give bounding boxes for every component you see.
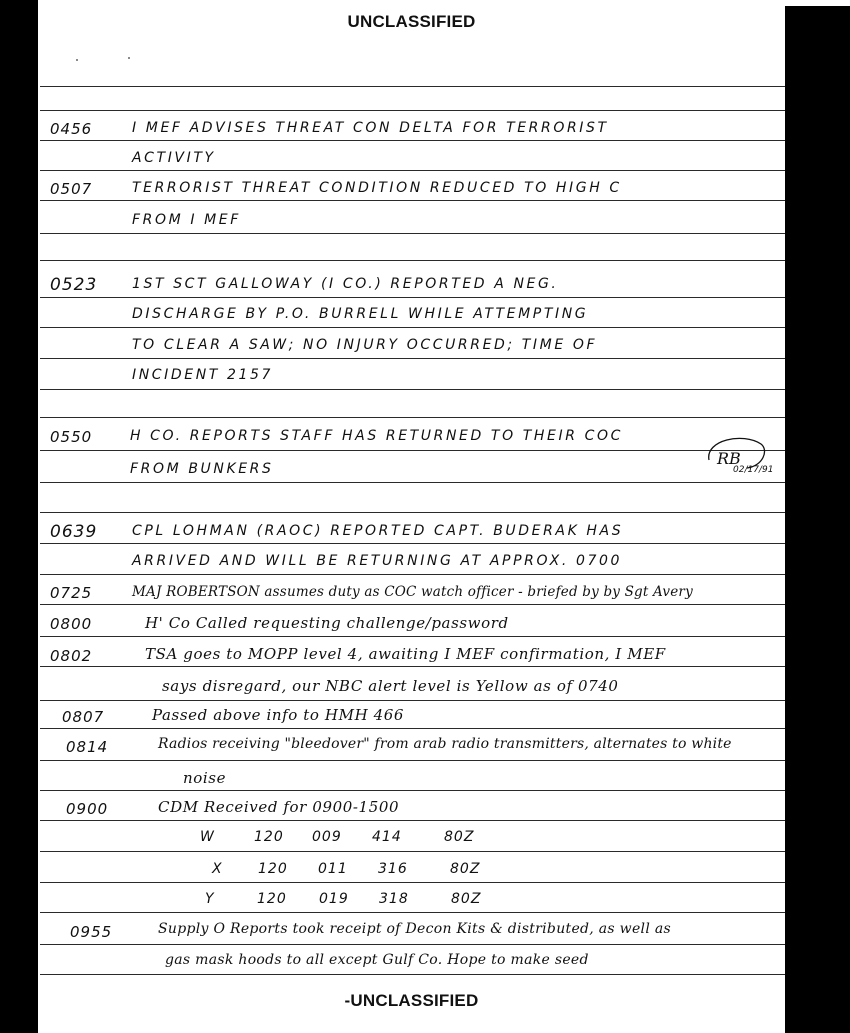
log-entry-line: FROM I MEF [132,212,241,228]
log-entry-line: Supply O Reports took receipt of Decon Kits & distributed, as well as [158,921,671,937]
cdm-label: X [212,861,223,877]
log-entry-line: CDM Received for 0900-1500 [158,798,400,816]
cdm-value: 011 [318,861,348,877]
classification-bottom: -UNCLASSIFIED [344,991,479,1010]
log-entry-line: Radios receiving "bleedover" from arab radio transmitters, alternates to white [158,736,732,752]
ruled-line [40,974,785,975]
log-time: 0550 [50,428,93,446]
log-time: 0725 [50,584,93,602]
log-time: 0800 [50,615,93,633]
ruled-line [40,417,785,418]
log-entry-line: TO CLEAR A SAW; NO INJURY OCCURRED; TIME OF [132,337,598,353]
cdm-value: 019 [319,891,349,907]
log-entry-line: ARRIVED AND WILL BE RETURNING AT APPROX. 0700 [132,553,623,569]
log-entry-line: TSA goes to MOPP level 4, awaiting I MEF confirmation, I MEF [145,645,666,663]
initials-name: RB [717,449,741,468]
log-time: 0807 [62,708,105,726]
ruled-line [40,728,785,729]
scan-speck [128,57,130,59]
ruled-line [40,233,785,234]
log-entry-line: Passed above info to HMH 466 [152,706,405,724]
ruled-line [40,297,785,298]
log-entry-line: 1ST SCT GALLOWAY (I CO.) REPORTED A NEG. [132,276,559,292]
cdm-value: 80Z [444,829,475,845]
log-time: 0802 [50,647,93,665]
ruled-line [40,86,785,87]
log-entry-line: gas mask hoods to all except Gulf Co. Hope to make seed [165,952,589,968]
ruled-line [40,260,785,261]
log-entry-line: TERRORIST THREAT CONDITION REDUCED TO HIGH C [132,180,622,196]
log-time: 0507 [50,180,93,198]
cdm-value: 316 [378,861,408,877]
log-entry-line: MAJ ROBERTSON assumes duty as COC watch officer - briefed by by Sgt Avery [132,584,693,600]
log-entry-line: H' Co Called requesting challenge/password [145,614,509,632]
log-entry-line: noise [183,769,227,787]
ruled-line [40,200,785,201]
log-time: 0814 [66,738,109,756]
ruled-line [40,110,785,111]
log-time: 0955 [70,923,113,941]
log-time: 0900 [66,800,109,818]
cdm-value: 318 [379,891,409,907]
log-entry-line: FROM BUNKERS [130,461,274,477]
log-entry-line: ACTIVITY [132,150,216,166]
ruled-line [40,170,785,171]
ruled-line [40,760,785,761]
cdm-row [200,829,474,845]
ruled-line [40,912,785,913]
initials-date: 02/17/91 [733,465,774,475]
cdm-value: 80Z [451,891,482,907]
scan-speck [76,59,78,61]
ruled-line [40,482,785,483]
cdm-value: 80Z [450,861,481,877]
ruled-line [40,140,785,141]
initials-stamp [703,430,785,480]
classification-top: UNCLASSIFIED [347,12,476,31]
ruled-line [40,389,785,390]
cdm-label: Y [205,891,215,907]
ruled-line [40,358,785,359]
ruled-line [40,882,785,883]
cdm-row [212,861,480,877]
ruled-line [40,666,785,667]
log-entry-line: I MEF ADVISES THREAT CON DELTA FOR TERRORIST [132,120,609,136]
log-time: 0456 [50,120,93,138]
log-time: 0523 [50,275,98,295]
scan-edge-right [785,6,850,1033]
cdm-value: 120 [254,829,284,845]
cdm-value: 120 [257,891,287,907]
ruled-line [40,327,785,328]
cdm-row [205,891,481,907]
ruled-line [40,512,785,513]
cdm-value: 414 [372,829,402,845]
cdm-value: 120 [258,861,288,877]
ruled-line [40,574,785,575]
cdm-value: 009 [312,829,342,845]
log-entry-line: H CO. REPORTS STAFF HAS RETURNED TO THEIR COC [130,428,623,444]
log-entry-line: CPL LOHMAN (RAOC) REPORTED CAPT. BUDERAK HAS [132,523,624,539]
cdm-label: W [200,829,215,845]
log-entry-line: INCIDENT 2157 [132,367,274,383]
log-entry-line: says disregard, our NBC alert level is Yellow as of 0740 [162,677,619,695]
ruled-line [40,450,785,451]
scan-edge-left [0,0,38,1033]
ruled-line [40,790,785,791]
ruled-line [40,851,785,852]
log-entry-line: DISCHARGE BY P.O. BURRELL WHILE ATTEMPTING [132,306,589,322]
ruled-line [40,700,785,701]
ruled-line [40,543,785,544]
log-time: 0639 [50,522,98,542]
ruled-line [40,636,785,637]
ruled-line [40,944,785,945]
ruled-line [40,604,785,605]
ruled-line [40,820,785,821]
